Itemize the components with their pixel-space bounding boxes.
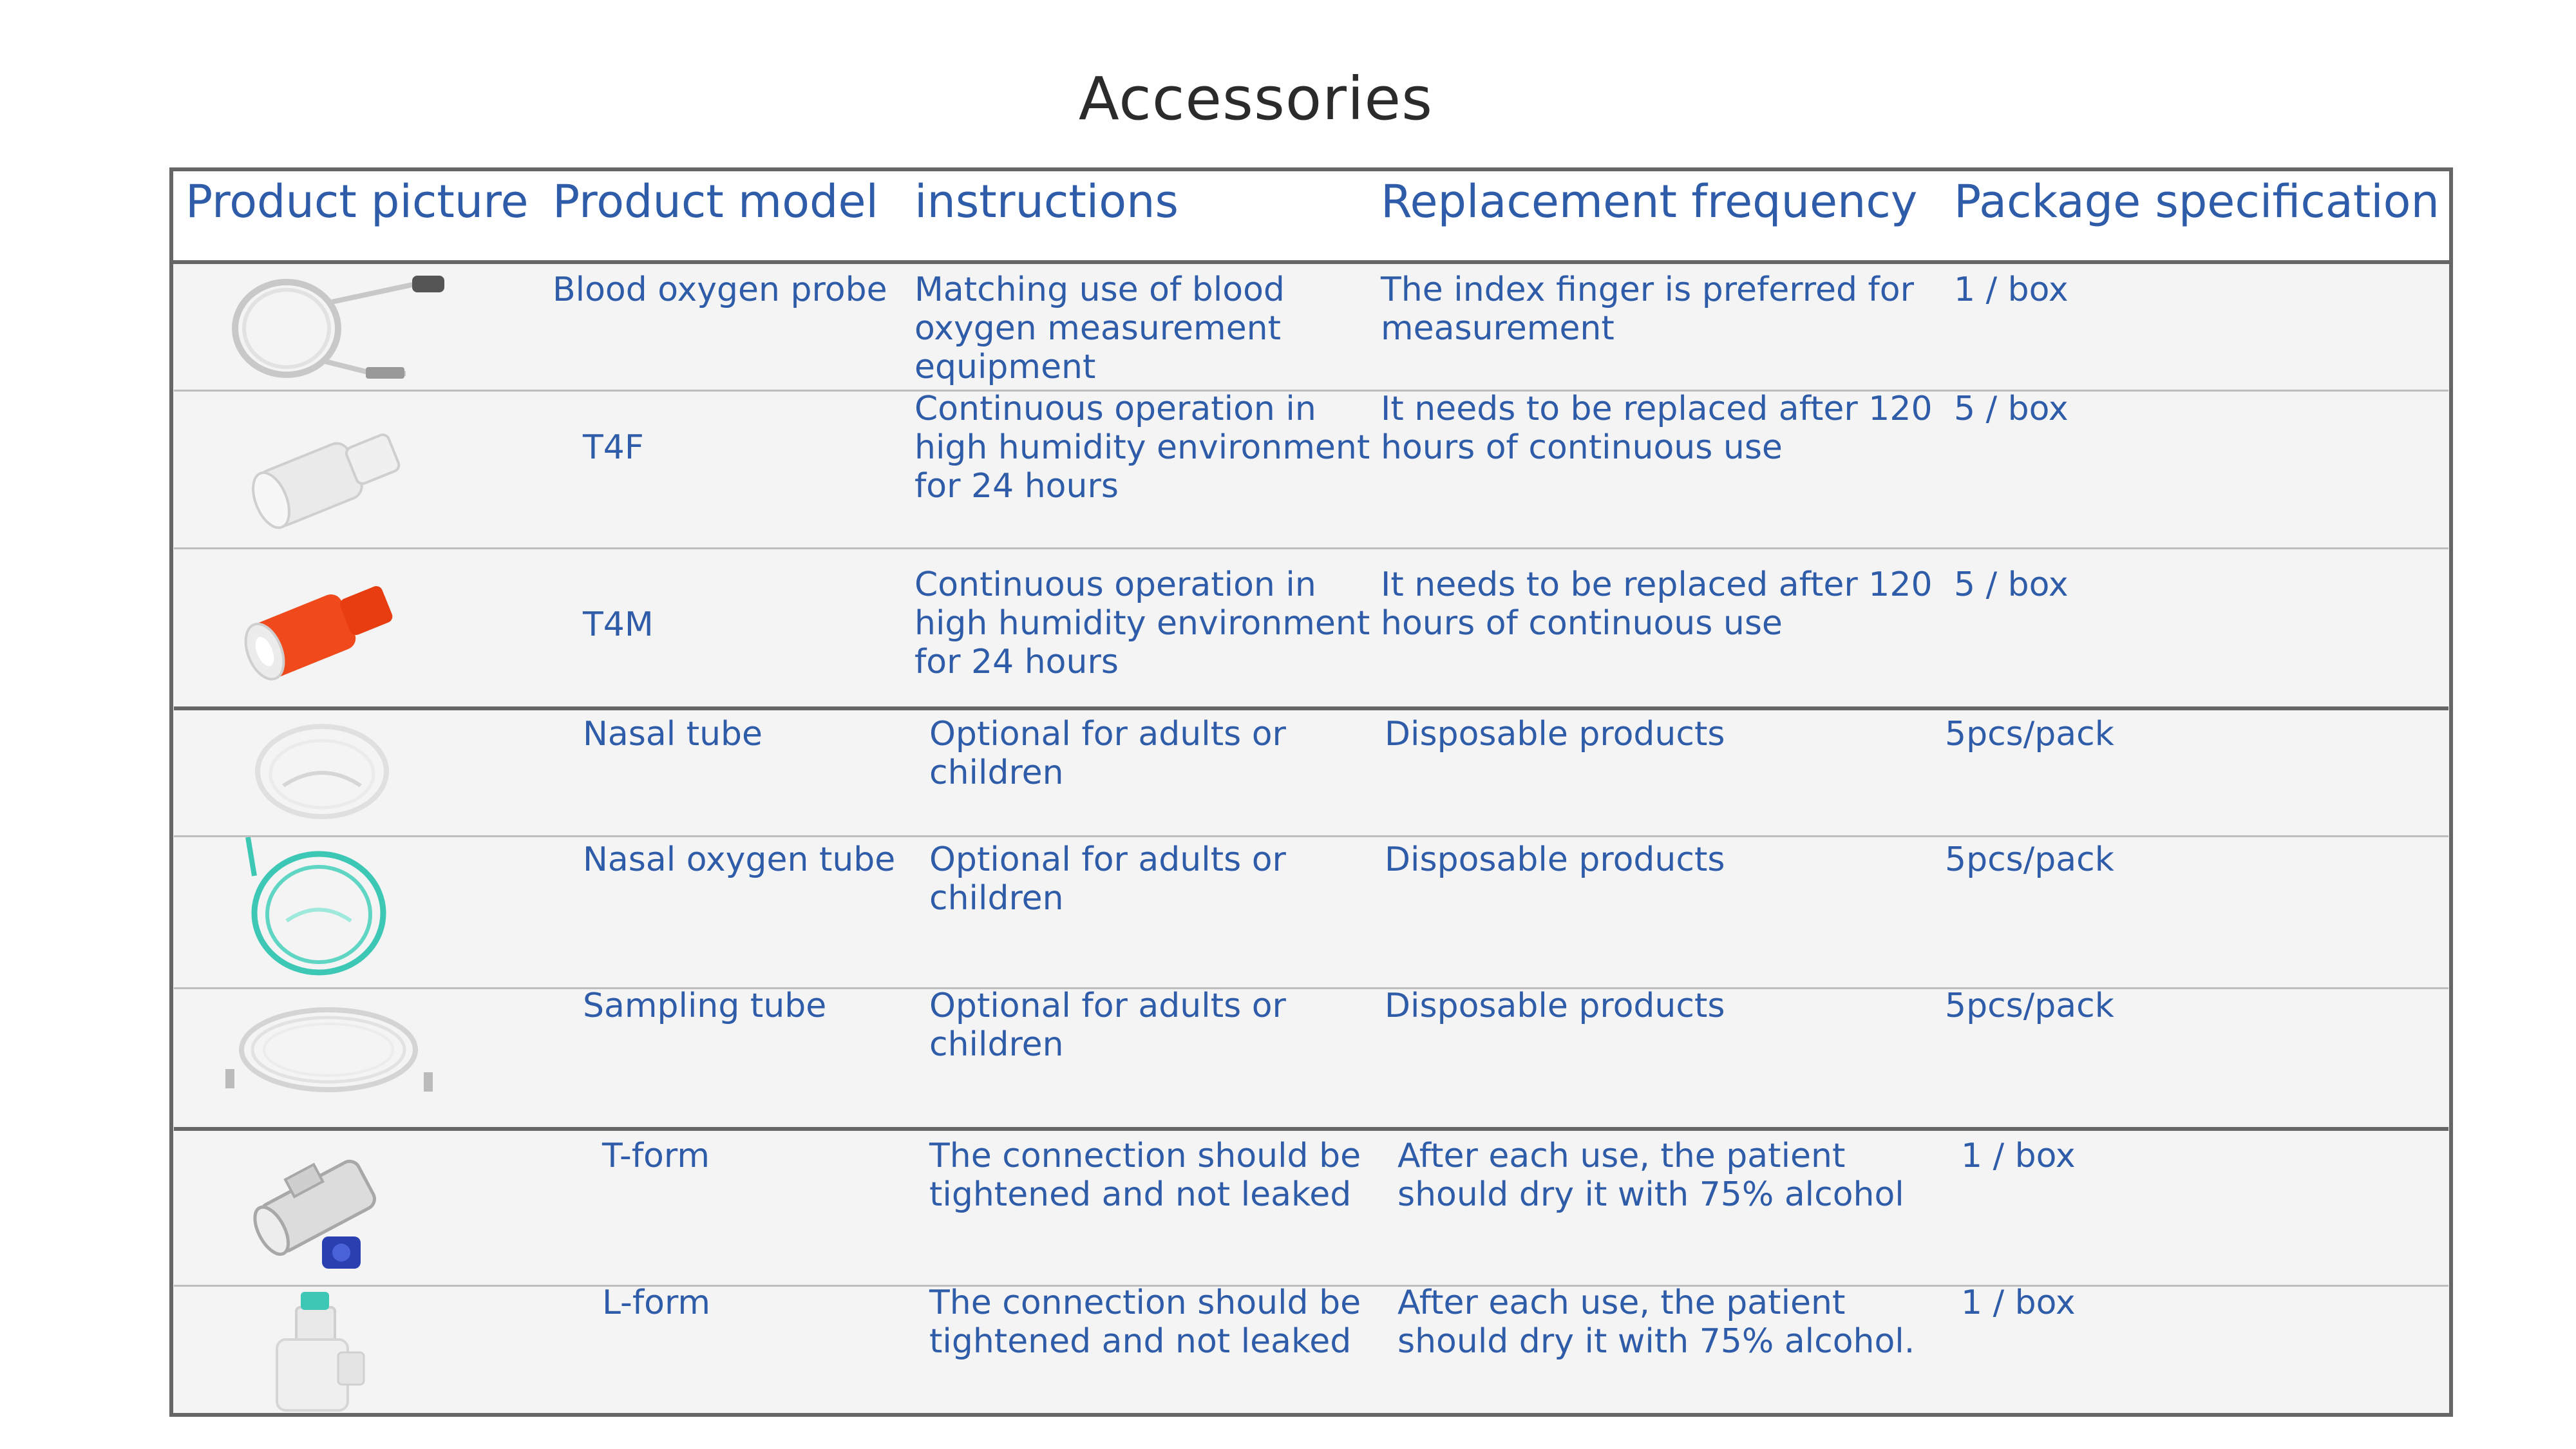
header-package-specification: Package specification	[1954, 175, 2439, 228]
t4m-connector-icon	[232, 554, 412, 689]
group-divider	[174, 706, 2448, 710]
t4f-connector-icon	[238, 402, 419, 538]
row-7-package: 1 / box	[1961, 1137, 2076, 1175]
row-divider	[174, 547, 2448, 549]
row-4-package: 5pcs/pack	[1945, 715, 2114, 753]
row-4-model: Nasal tube	[583, 715, 763, 753]
nasal-oxygen-tube-icon	[242, 837, 396, 982]
nasal-tube-icon	[245, 715, 399, 831]
sampling-tube-icon	[219, 995, 444, 1104]
row-1-model: Blood oxygen probe	[553, 270, 887, 309]
row-4-replacement: Disposable products	[1385, 715, 1725, 753]
header-replacement-frequency: Replacement frequency	[1381, 175, 1918, 228]
row-3-replacement: It needs to be replaced after 120 hours of continuous use	[1381, 565, 1933, 643]
row-3-instructions: Continuous operation in high humidity environment for 24 hours	[914, 565, 1370, 681]
row-1-package: 1 / box	[1954, 270, 2069, 309]
l-form-adapter-icon	[261, 1288, 377, 1414]
row-6-replacement: Disposable products	[1385, 987, 1725, 1025]
row-1-instructions: Matching use of blood oxygen measurement equipment	[914, 270, 1285, 386]
row-7-instructions: The connection should be tightened and not leaked	[929, 1137, 1361, 1214]
row-5-instructions: Optional for adults or children	[929, 840, 1286, 918]
header-product-picture: Product picture	[185, 175, 529, 228]
row-2-package: 5 / box	[1954, 390, 2069, 428]
row-8-package: 1 / box	[1961, 1283, 2076, 1322]
row-8-instructions: The connection should be tightened and not leaked	[929, 1283, 1361, 1361]
row-8-replacement: After each use, the patient should dry it with 75% alcohol.	[1397, 1283, 1915, 1361]
t-form-adapter-icon	[245, 1140, 399, 1275]
group-divider	[174, 1127, 2448, 1131]
row-2-instructions: Continuous operation in high humidity environment for 24 hours	[914, 390, 1370, 506]
row-7-replacement: After each use, the patient should dry it with 75% alcohol	[1397, 1137, 1904, 1214]
row-7-model: T-form	[602, 1137, 710, 1175]
row-6-package: 5pcs/pack	[1945, 987, 2114, 1025]
row-5-package: 5pcs/pack	[1945, 840, 2114, 879]
page-title: Accessories	[1078, 64, 1434, 133]
header-instructions: instructions	[914, 175, 1179, 228]
row-5-model: Nasal oxygen tube	[583, 840, 896, 879]
blood-oxygen-probe-icon	[225, 270, 451, 386]
accessories-table	[169, 167, 2453, 1417]
row-3-model: T4M	[583, 605, 654, 644]
row-2-replacement: It needs to be replaced after 120 hours of continuous use	[1381, 390, 1933, 467]
row-6-instructions: Optional for adults or children	[929, 987, 1286, 1064]
row-1-replacement: The index finger is preferred for measurement	[1381, 270, 1914, 348]
row-2-model: T4F	[583, 428, 644, 467]
row-5-replacement: Disposable products	[1385, 840, 1725, 879]
row-4-instructions: Optional for adults or children	[929, 715, 1286, 792]
row-divider	[174, 835, 2448, 837]
row-8-model: L-form	[602, 1283, 711, 1322]
header-product-model: Product model	[553, 175, 878, 228]
row-6-model: Sampling tube	[583, 987, 827, 1025]
row-3-package: 5 / box	[1954, 565, 2069, 604]
